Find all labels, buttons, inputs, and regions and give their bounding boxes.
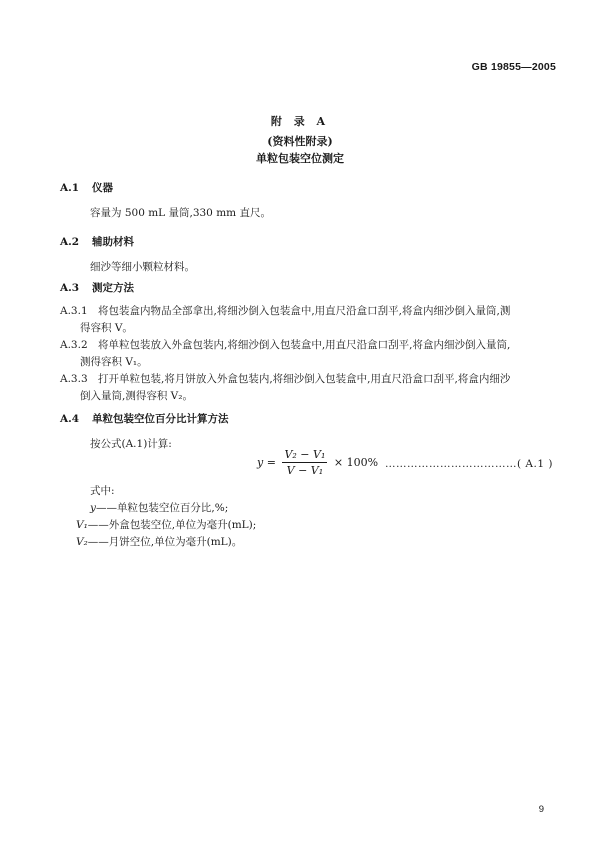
definition-text: ——单粒包装空位百分比,%; xyxy=(95,502,229,514)
definition-v1 xyxy=(76,517,256,534)
definitions-intro: 式中: xyxy=(90,485,115,497)
section-heading-a1 xyxy=(60,180,113,195)
section-title: 辅助材料 xyxy=(92,236,134,248)
definition-symbol: V₁ xyxy=(76,519,88,531)
formula-suffix: × 100% xyxy=(333,456,379,469)
section-title: 测定方法 xyxy=(92,282,134,294)
section-number: A.3 xyxy=(60,282,80,294)
formula-leader xyxy=(385,458,553,470)
step-text-line2: 倒入量筒,测得容积 V₂。 xyxy=(80,390,193,402)
section-heading-a2 xyxy=(60,234,134,249)
section-title: 单粒包装空位百分比计算方法 xyxy=(92,413,229,425)
section-title: 仪器 xyxy=(92,182,113,194)
section-heading-a3 xyxy=(60,280,134,295)
step-number: A.3.1 xyxy=(60,305,88,317)
formula-lhs: y = xyxy=(257,456,276,469)
definition-text: ——月饼空位,单位为毫升(mL)。 xyxy=(87,536,243,548)
formula-intro: 按公式(A.1)计算: xyxy=(90,438,172,450)
step-text-line2: 测得容积 V₁。 xyxy=(80,356,148,368)
step-text-line1: 将包装盒内物品全部拿出,将细沙倒入包装盒中,用直尺沿盒口刮平,将盒内细沙倒入量筒,测 xyxy=(98,305,511,317)
method-step-a31 xyxy=(60,303,510,337)
annex-nature: (资料性附录) xyxy=(267,135,333,148)
definition-symbol: y xyxy=(90,502,96,514)
definition-y xyxy=(90,500,228,517)
formula-denominator: V − V₁ xyxy=(286,464,324,477)
step-text-line2: 得容积 V。 xyxy=(80,322,133,334)
formula-label: ( A.1 ) xyxy=(517,458,553,470)
section-number: A.4 xyxy=(60,413,80,425)
formula-fraction xyxy=(282,448,327,477)
definition-v2 xyxy=(76,534,242,551)
method-step-a33 xyxy=(60,371,510,405)
annex-title: 单粒包装空位测定 xyxy=(256,152,344,165)
section-number: A.1 xyxy=(60,182,80,194)
step-text-line1: 将单粒包装放入外盒包装内,将细沙倒入包装盒中,用直尺沿盒口刮平,将盒内细沙倒入量筒, xyxy=(98,339,511,351)
definition-text: ——外盒包装空位,单位为毫升(mL); xyxy=(87,519,257,531)
step-number: A.3.3 xyxy=(60,373,88,385)
step-number: A.3.2 xyxy=(60,339,88,351)
standard-code: GB 19855—2005 xyxy=(471,61,556,73)
section-number: A.2 xyxy=(60,236,80,248)
method-step-a32 xyxy=(60,337,510,371)
section-body-a1: 容量为 500 mL 量筒,330 mm 直尺。 xyxy=(90,207,271,219)
page-number: 9 xyxy=(538,804,544,815)
formula-dots: ……………………………… xyxy=(385,458,517,470)
step-text-line1: 打开单粒包装,将月饼放入外盒包装内,将细沙倒入包装盒中,用直尺沿盒口刮平,将盒内细沙 xyxy=(98,373,511,385)
section-body-a2: 细沙等细小颗粒材料。 xyxy=(90,261,195,273)
definition-symbol: V₂ xyxy=(76,536,88,548)
formula-a1 xyxy=(257,448,378,477)
annex-label: 附 录 A xyxy=(270,115,330,128)
section-heading-a4 xyxy=(60,411,229,426)
formula-numerator: V₂ − V₁ xyxy=(284,448,326,461)
